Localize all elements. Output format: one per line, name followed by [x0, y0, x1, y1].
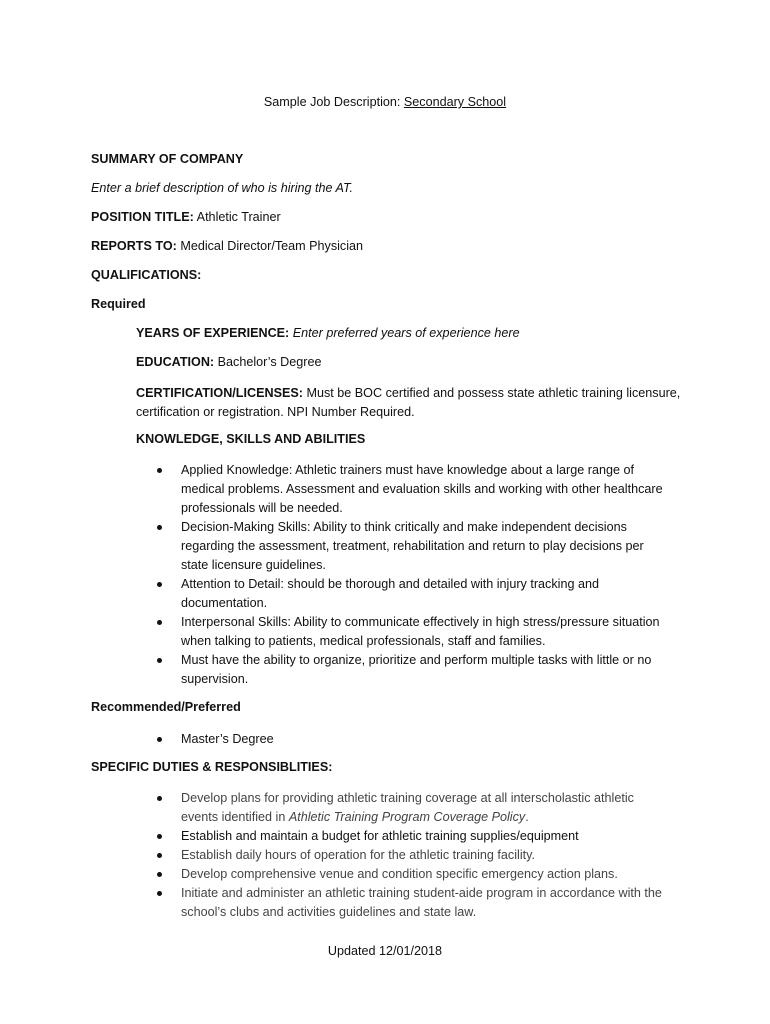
bullet-icon [157, 872, 162, 877]
reports-to [91, 239, 363, 253]
list-item-line: medical problems. Assessment and evaluation skills and working with other healthcare [181, 482, 663, 496]
duty-text: events identified in [181, 810, 289, 824]
list-item [150, 827, 662, 846]
list-item-line: regarding the assessment, treatment, rehabilitation and return to play decisions per [181, 539, 644, 553]
list-item-line: professionals will be needed. [181, 501, 343, 515]
duties-heading: SPECIFIC DUTIES & RESPONSIBLITIES: [91, 760, 333, 774]
duties-list [150, 789, 662, 922]
bullet-icon [157, 620, 162, 625]
bullet-icon [157, 853, 162, 858]
list-item-line: Attention to Detail: should be thorough and detailed with injury tracking and [181, 577, 599, 591]
list-item [150, 613, 663, 651]
cert-line-2: certification or registration. NPI Number Required. [136, 405, 415, 419]
list-item [150, 461, 663, 518]
summary-placeholder: Enter a brief description of who is hiring the AT. [91, 181, 354, 195]
list-item-line [181, 808, 662, 827]
required-heading: Required [91, 297, 146, 311]
certification-block [136, 384, 680, 422]
cert-line-1: Must be BOC certified and possess state athletic training licensure, [302, 386, 681, 400]
experience-line [136, 326, 520, 340]
position-value: Athletic Trainer [193, 210, 281, 224]
reports-value: Medical Director/Team Physician [176, 239, 364, 253]
bullet-icon [157, 834, 162, 839]
list-item [150, 846, 662, 865]
list-item-line: Establish daily hours of operation for the athletic training facility. [181, 848, 535, 862]
duty-text: . [525, 810, 529, 824]
ksa-list [150, 461, 663, 689]
list-item-line: school’s clubs and activities guidelines and state law. [181, 905, 477, 919]
summary-heading: SUMMARY OF COMPANY [91, 152, 244, 166]
bullet-icon [157, 582, 162, 587]
list-item-line: Develop plans for providing athletic training coverage at all interscholastic athletic [181, 791, 634, 805]
list-item-line: Decision-Making Skills: Ability to think critically and make independent decisions [181, 520, 627, 534]
list-item [150, 575, 663, 613]
education-line [136, 355, 321, 369]
list-item-line: when talking to patients, medical professionals, staff and families. [181, 634, 546, 648]
list-item [150, 789, 662, 827]
title-link: Secondary School [403, 95, 507, 109]
list-item-line: supervision. [181, 672, 249, 686]
page-title [0, 95, 770, 109]
list-item-line: Master’s Degree [181, 732, 274, 746]
updated-footer: Updated 12/01/2018 [327, 944, 443, 958]
list-item-line: state licensure guidelines. [181, 558, 326, 572]
position-title [91, 210, 281, 224]
list-item [150, 518, 663, 575]
list-item-line: Must have the ability to organize, prioritize and perform multiple tasks with little or no [181, 653, 652, 667]
preferred-list [150, 730, 274, 749]
preferred-heading: Recommended/Preferred [91, 700, 241, 714]
experience-label: YEARS OF EXPERIENCE: [136, 326, 290, 340]
education-label: EDUCATION: [136, 355, 215, 369]
list-item-line: documentation. [181, 596, 268, 610]
bullet-icon [157, 468, 162, 473]
ksa-heading: KNOWLEDGE, SKILLS AND ABILITIES [136, 432, 366, 446]
cert-label: CERTIFICATION/LICENSES: [136, 386, 303, 400]
list-item [150, 730, 274, 749]
list-item-line: Applied Knowledge: Athletic trainers must have knowledge about a large range of [181, 463, 634, 477]
bullet-icon [157, 525, 162, 530]
title-prefix: Sample Job Description: [263, 95, 404, 109]
list-item-line: Establish and maintain a budget for athletic training supplies/equipment [181, 829, 579, 843]
bullet-icon [157, 796, 162, 801]
list-item-line: Initiate and administer an athletic training student-aide program in accordance with the [181, 886, 662, 900]
bullet-icon [157, 658, 162, 663]
bullet-icon [157, 737, 162, 742]
list-item [150, 884, 662, 922]
reports-label: REPORTS TO: [91, 239, 177, 253]
experience-value: Enter preferred years of experience here [289, 326, 520, 340]
list-item-line: Develop comprehensive venue and condition specific emergency action plans. [181, 867, 618, 881]
education-value: Bachelor’s Degree [214, 355, 322, 369]
qualifications-heading: QUALIFICATIONS: [91, 268, 202, 282]
bullet-icon [157, 891, 162, 896]
list-item [150, 865, 662, 884]
policy-name: Athletic Training Program Coverage Policy [288, 810, 526, 824]
list-item-line: Interpersonal Skills: Ability to communicate effectively in high stress/pressure situation [181, 615, 660, 629]
list-item [150, 651, 663, 689]
position-label: POSITION TITLE: [91, 210, 194, 224]
